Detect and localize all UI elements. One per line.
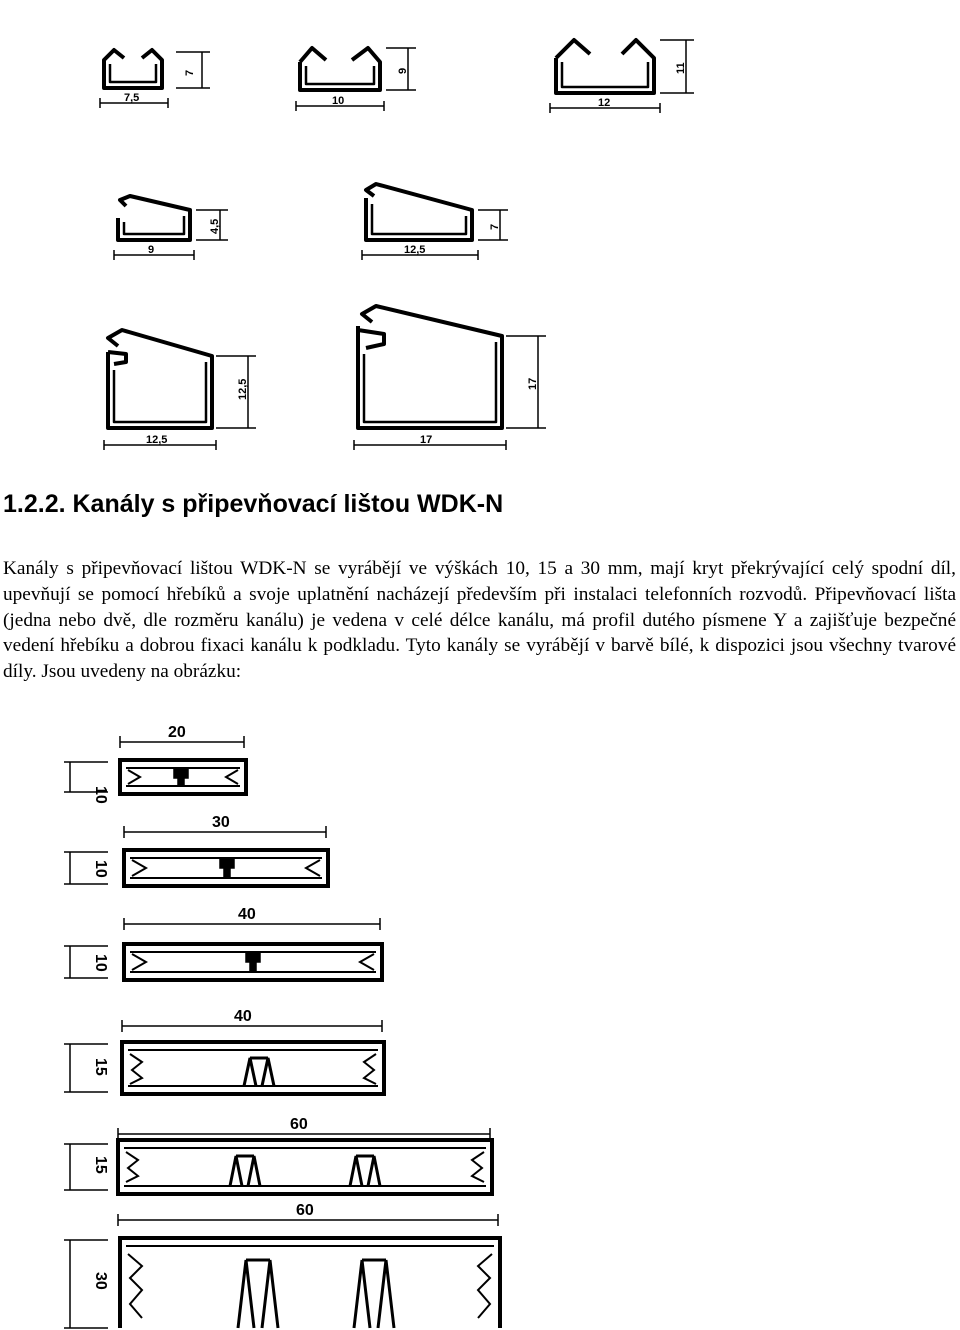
- profile3-width-label: 12: [598, 97, 611, 109]
- wdk-40x10-width-label: 40: [238, 906, 256, 923]
- profile6-width-label: 12,5: [146, 434, 168, 446]
- wdk-60x30-profile: [64, 1214, 500, 1328]
- body-paragraph: Kanály s připevňovací lištou WDK-N se vyrábějí ve výškách 10, 15 a 30 mm, mají kryt překrývající celý spodní díl, upevňují se pomocí hřebíků a svoje uplatnění nacházejí především při instalaci telefonních rozvodů. Připevňovací lišta (jedna nebo dvě, dle rozměru kanálu) je vedena v celé délce kanálu, má profil dutého písmene Y a zajišťuje bezpečné vedení hřebíku a dobrou fixaci kanálu k podkladu. Tyto kanály se vyrábějí v barvě bílé, k dispozici jsou všechny tvarové díly. Jsou uvedeny na obrázku:: [3, 558, 956, 683]
- profile5-height-label: 7: [489, 223, 501, 230]
- profile6-height-label: 12,5: [237, 378, 249, 400]
- wdk-40x15-profile: [64, 1020, 384, 1094]
- wdk-40x10-height-label: 10: [92, 954, 109, 972]
- wdk-profiles-figure: [0, 720, 960, 1330]
- profile7-width-label: 17: [420, 434, 433, 446]
- profiles-top-figure: [0, 0, 960, 470]
- profile2-height-label: 9: [397, 67, 409, 74]
- wdk-20x10-width-label: 20: [168, 724, 186, 741]
- profile1-height-label: 7: [184, 69, 196, 76]
- profile-12-5x7: [366, 184, 472, 240]
- profile5-width-label: 12,5: [404, 244, 426, 256]
- profile-7-5x7: [104, 50, 162, 88]
- wdk-60x15-profile: [64, 1128, 492, 1194]
- wdk-20x10-height-label: 10: [92, 786, 109, 804]
- profile7-height-label: 17: [527, 377, 539, 390]
- profile4-width-label: 9: [148, 244, 155, 256]
- wdk-40x15-width-label: 40: [234, 1008, 252, 1025]
- wdk-30x10-width-label: 30: [212, 814, 230, 831]
- profile-17x17: [358, 306, 502, 428]
- wdk-20x10-profile: [64, 736, 246, 794]
- wdk-40x10-profile: [64, 918, 382, 980]
- wdk-60x15-width-label: 60: [290, 1116, 308, 1133]
- profile-12-5x12-5: [108, 330, 212, 428]
- section-heading: 1.2.2. Kanály s připevňovací lištou WDK-N: [3, 490, 504, 518]
- wdk-40x15-height-label: 15: [92, 1058, 109, 1076]
- wdk-60x30-height-label: 30: [92, 1272, 109, 1290]
- wdk-60x15-height-label: 15: [92, 1156, 109, 1174]
- wdk-60x30-width-label: 60: [296, 1202, 314, 1219]
- profile-9x4-5: [118, 196, 190, 240]
- profile-10x9: [300, 48, 380, 90]
- profile4-height-label: 4,5: [209, 218, 221, 234]
- profile1-width-label: 7,5: [124, 92, 140, 104]
- profile-12x11: [556, 40, 654, 93]
- profile3-height-label: 11: [675, 62, 687, 74]
- profile2-width-label: 10: [332, 95, 345, 107]
- wdk-30x10-height-label: 10: [92, 860, 109, 878]
